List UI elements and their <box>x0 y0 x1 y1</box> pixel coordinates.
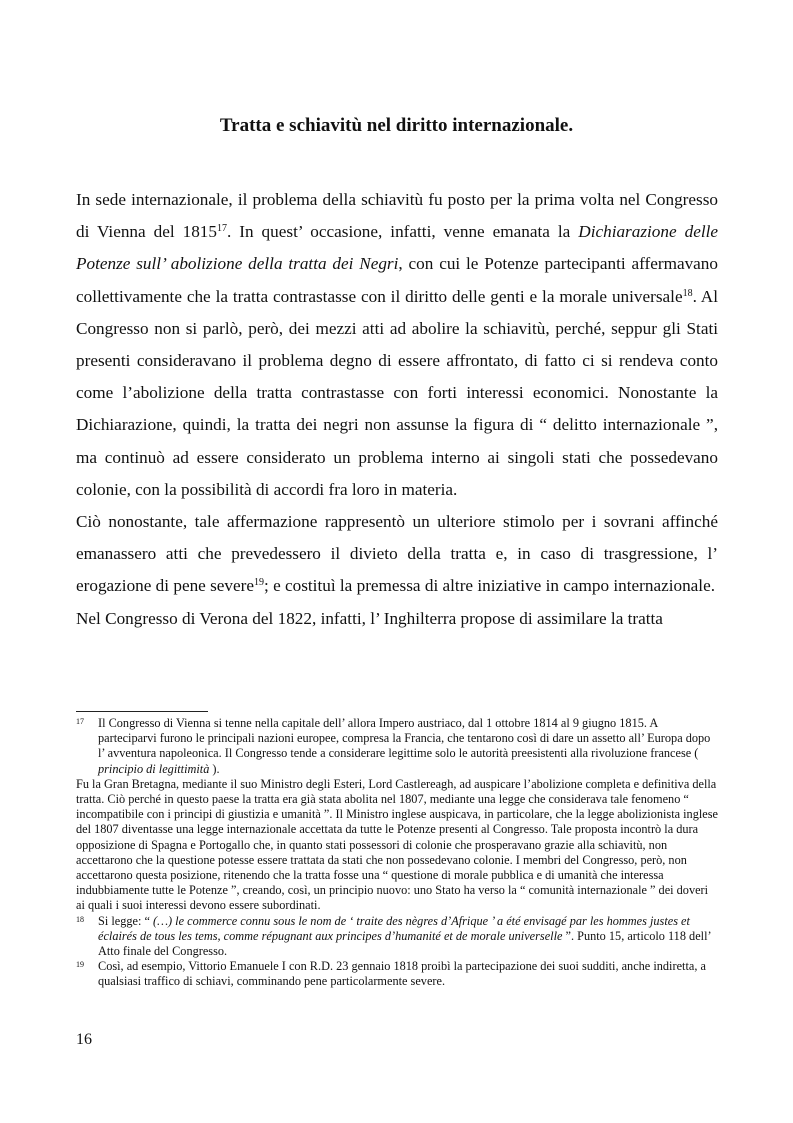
footnote-17-text-b: ). <box>209 761 220 776</box>
footnote-19 <box>76 959 718 989</box>
footnote-18 <box>76 914 718 960</box>
footnote-ref-18[interactable]: 18 <box>682 287 693 299</box>
paragraph-2 <box>76 506 718 603</box>
footnote-number-18: 18 <box>76 914 84 924</box>
paragraph-1-text-d: . Al Congresso non si parlò, però, dei mezzi atti ad abolire la schiavitù, perché, seppur gli Stati presenti consideravano il problema degno di essere affrontato, di fatto ci si rendeva conto come l’abolizione della tratta contrastasse con forti interessi economici. Nonostante la Dichiarazione, quindi, la tratta dei negri non assunse la figura di “ delitto internazionale ”, ma continuò ad essere considerato un problema interno ai singoli stati che possedevano colonie, con la possibilità di accordi fra loro in materia. <box>76 286 718 499</box>
footnote-number-17: 17 <box>76 717 84 726</box>
paragraph-2-text-a: Ciò nonostante, tale affermazione rappresentò un ulteriore stimolo per i sovrani affinché emanassero atti che prevedessero il divieto della tratta e, in caso di trasgressione, l’ erogazione di pene severe <box>76 512 718 596</box>
paragraph-1-text-c: , con cui le Potenze partecipanti affermavano collettivamente che la tratta contrastasse con il diritto delle genti e la morale universale <box>76 254 718 306</box>
section-title: Tratta e schiavitù nel diritto internazionale. <box>219 115 574 136</box>
footnote-17-text-a: Il Congresso di Vienna si tenne nella capitale dell’ allora Impero austriaco, dal 1 ottobre 1814 al 9 giugno 1815. A parteciparvi furono le principali nazioni europee, compresa la Francia, che tentarono così di dare un assetto all’ Europa dopo l’ avventura napoleonica. Il Congresso tende a considerare legittime solo le autorità preesistenti alla rivoluzione francese ( <box>98 716 711 761</box>
paragraph-3: Nel Congresso di Verona del 1822, infatti, l’ Inghilterra propose di assimilare la tratta <box>76 608 663 628</box>
paragraph-2-text-b: ; e costituì la premessa di altre iniziative in campo internazionale. <box>264 576 716 596</box>
footnote-17-emphasis: principio di legittimità <box>98 761 210 776</box>
body-text <box>76 184 718 635</box>
footnote-ref-19[interactable]: 19 <box>254 577 264 589</box>
paragraph-1-text-b: . In quest’ occasione, infatti, venne emanata la <box>226 222 579 242</box>
footnote-ref-17[interactable]: 17 <box>216 223 227 235</box>
footnotes <box>76 716 718 990</box>
footnote-17 <box>76 716 718 777</box>
footnote-19-text: Così, ad esempio, Vittorio Emanuele I con R.D. 23 gennaio 1818 proibì la partecipazione dei suoi sudditi, anche indiretta, a qualsiasi traffico di schiavi, comminando pene particolarmente severe. <box>98 959 706 989</box>
footnote-number-19: 19 <box>76 960 84 970</box>
footnote-17-continuation: Fu la Gran Bretagna, mediante il suo Ministro degli Esteri, Lord Castlereagh, ad auspicare l’abolizione completa e definitiva della tratta. Ciò perché in questo paese la tratta era già stata abolita nel 1807, mediante una legge che considerava tale fenomeno “ incompatibile con i principi di giustizia e umanità ”. Il Ministro inglese auspicava, in particolare, che la legge abolizionista inglese del 1807 diventasse una legge internazionale accettata da tutte le Potenze presenti al Congresso. Tale proposta incontrò la dura opposizione di Spagna e Portogallo che, in quanto stati possessori di colonie che prosperavano grazie alla schiavitù, non accettarono che la questione potesse essere trattata da stati che non possedevano colonie. I membri del Congresso, però, non accettarono questa posizione, ritenendo che la tratta fosse una “ questione di morale pubblica e di umanità che interessa indubbiamente tutte le Potenze ”, creando, così, un principio nuovo: uno Stato ha verso la “ comunità internazionale ” dei doveri ai quali i suoi interessi devono essere subordinati. <box>76 776 718 913</box>
footnote-18-text-a: Si legge: “ <box>98 913 153 928</box>
footnote-18-text-b: ”. Punto 15, articolo 118 dell’ Atto finale del Congresso. <box>98 928 711 959</box>
footnote-18-quote: (…) le commerce connu sous le nom de ‘ traite des nègres d’Afrique ’ a été envisagé par les hommes justes et éclairés de tous les tems, comme répugnant aux principes d’humanité et de morale universelle <box>98 913 690 943</box>
paragraph-1 <box>76 184 718 506</box>
footnote-divider <box>76 711 208 712</box>
page-number: 16 <box>76 1031 92 1048</box>
declaration-title: Dichiarazione delle Potenze sull’ abolizione della tratta dei Negri <box>76 222 719 274</box>
paragraph-1-text-a: In sede internazionale, il problema della schiavitù fu posto per la prima volta nel Congresso di Vienna del 1815 <box>76 190 718 242</box>
